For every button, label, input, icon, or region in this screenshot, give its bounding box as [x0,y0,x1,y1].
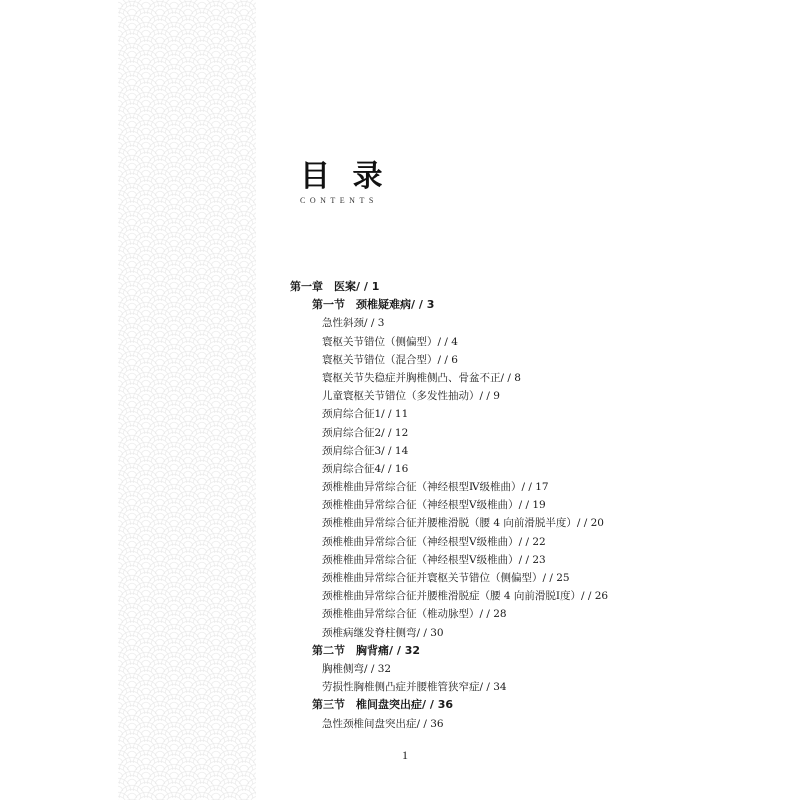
toc-entry[interactable]: 胸椎侧弯/ / 32 [322,662,392,675]
toc-entry[interactable]: 颈椎椎曲异常综合征（神经根型Ⅴ级椎曲）/ / 23 [322,553,546,566]
toc-entry[interactable]: 颈椎椎曲异常综合征（神经根型Ⅴ级椎曲）/ / 22 [322,535,546,548]
decorative-wave-pattern [118,0,256,800]
toc-entry[interactable]: 急性颈椎间盘突出症/ / 36 [322,717,444,730]
toc-entry[interactable]: 颈椎椎曲异常综合征并腰椎滑脱（腰 4 向前滑脱半度）/ / 20 [322,517,604,530]
toc-entry[interactable]: 儿童寰枢关节错位（多发性抽动）/ / 9 [322,390,500,403]
toc-chapter[interactable]: 第一章 医案/ / 1 [290,280,380,293]
toc-entry[interactable]: 颈肩综合征2/ / 12 [322,426,409,439]
toc-section[interactable]: 第三节 椎间盘突出症/ / 36 [312,698,454,712]
toc-entry[interactable]: 颈椎椎曲异常综合征（椎动脉型）/ / 28 [322,608,507,621]
toc-entry[interactable]: 寰枢关节错位（混合型）/ / 6 [322,353,458,366]
page-title: 目 录 [300,159,389,194]
page-subtitle: CONTENTS [300,196,378,205]
table-of-contents [290,278,730,733]
toc-entry[interactable]: 颈椎椎曲异常综合征并腰椎滑脱症（腰 4 向前滑脱Ⅰ度）/ / 26 [322,590,609,603]
toc-entry[interactable]: 颈椎椎曲异常综合征（神经根型Ⅴ级椎曲）/ / 19 [322,499,546,512]
toc-entry[interactable]: 寰枢关节错位（侧偏型）/ / 4 [322,335,458,348]
toc-section[interactable]: 第二节 胸背痛/ / 32 [312,643,421,657]
toc-entry[interactable]: 颈肩综合征1/ / 11 [322,408,409,421]
toc-entry[interactable]: 急性斜颈/ / 3 [322,317,385,330]
toc-entry[interactable]: 劳损性胸椎侧凸症并腰椎管狭窄症/ / 34 [322,681,507,694]
toc-entry[interactable]: 颈椎椎曲异常综合征并寰枢关节错位（侧偏型）/ / 25 [322,572,570,584]
toc-entry[interactable]: 颈肩综合征4/ / 16 [322,462,409,475]
page-number: 1 [402,748,408,762]
toc-entry[interactable]: 寰枢关节失稳症并胸椎侧凸、骨盆不正/ / 8 [322,371,521,384]
title-block [300,160,388,205]
toc-section[interactable]: 第一节 颈椎疑难病/ / 3 [312,298,435,312]
toc-entry[interactable]: 颈椎病继发脊柱侧弯/ / 30 [322,626,444,639]
toc-entry[interactable]: 颈肩综合征3/ / 14 [322,444,409,457]
toc-entry[interactable]: 颈椎椎曲异常综合征（神经根型Ⅳ级椎曲）/ / 17 [322,481,549,494]
